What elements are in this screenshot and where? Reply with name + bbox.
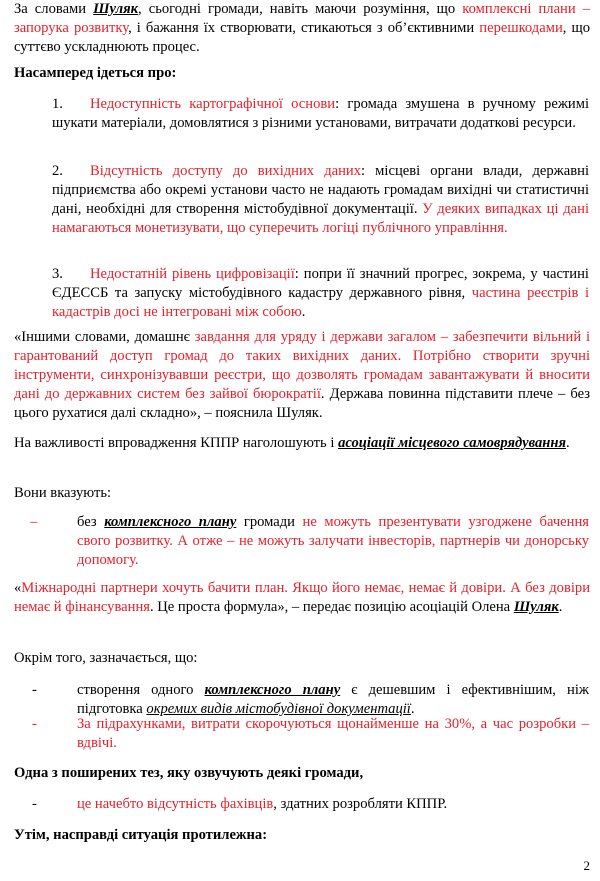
heading-first-of-all xyxy=(14,64,590,83)
complex-plan-term: комплексного плану xyxy=(104,514,237,530)
marker-text: – xyxy=(30,514,38,530)
bullet-marker xyxy=(32,681,37,700)
highlight-run: перешкодами xyxy=(479,20,563,36)
highlight-run: завдання для уряду і держави загалом – забезпечити вільний і гарантований доступ громад до таких вихідних даних. Потрібно створити зручні інструменти, синхронізувавши реєстри, що дозволять громадам завантажувати й вносити дані до державних систем без зайвої бюрократії xyxy=(14,329,590,402)
heading-text: Насамперед ідеться про: xyxy=(14,65,177,81)
bullet-marker xyxy=(32,715,37,734)
highlight-run: Відсутність доступу до вихідних даних xyxy=(90,163,362,179)
highlight-run: У деяких випадках ці дані намагаються монетизувати, що суперечить логіці публічного управління. xyxy=(52,201,589,236)
text-run: . xyxy=(566,435,570,451)
item-number: 2. xyxy=(52,163,63,179)
text-run: За словами xyxy=(14,1,94,17)
highlight-run: За підрахунками, витрати скорочуються щонайменше на 30%, а час розробки – вдвічі. xyxy=(77,716,589,751)
bullet-marker xyxy=(32,795,37,814)
associations-paragraph xyxy=(14,434,590,453)
text-run: Окрім того, зазначається, що: xyxy=(14,650,198,666)
thesis-bullet-item xyxy=(77,795,589,814)
text-run: . xyxy=(558,599,563,615)
text-run: Вони вказують: xyxy=(14,485,112,501)
text-run: : громада змушена в ручному режимі шукати матеріали, домовлятися з різними установами, витрачати додаткові ресурси. xyxy=(52,96,589,131)
highlight-run: це начебто відсутність фахівців xyxy=(77,796,274,812)
bullet-item-2 xyxy=(77,715,589,753)
text-run: : попри її значний прогрес, зокрема, у частині ЄДЕССБ та запуску містобудівного кадастру державного рівня, xyxy=(52,266,589,301)
quote-paragraph-2 xyxy=(14,579,590,617)
bullet-item-1 xyxy=(77,681,589,719)
page-number: 2 xyxy=(583,858,590,873)
dash-list-item xyxy=(77,513,589,570)
item-number: 3. xyxy=(52,266,63,282)
text-run: , здатних розробляти КППР. xyxy=(273,796,448,812)
text-run: . Це проста формула», – передає позицію асоціацій Олена xyxy=(149,599,514,615)
person-name: Шуляк xyxy=(93,1,139,17)
heading-opposite xyxy=(14,826,590,845)
highlight-run: Міжнародні партнери хочуть бачити план. Якщо його немає, немає й довіри. А без довіри немає й фінансування xyxy=(14,580,590,615)
text-run: : місцеві органи влади, державні підприємства або окремі установи часто не надають громадам вихідні чи статистичні дані, необхідні для створення містобудівної документації. xyxy=(52,163,590,217)
marker-text: - xyxy=(32,682,37,698)
obstacle-item-2 xyxy=(52,162,589,238)
they-say-line xyxy=(14,484,590,503)
text-run: . xyxy=(301,304,306,320)
marker-text: - xyxy=(32,796,37,812)
text-run: створення одного xyxy=(77,682,205,698)
heading-text: Одна з поширених тез, яку озвучують деякі громади, xyxy=(14,765,364,781)
obstacle-item-1 xyxy=(52,95,589,133)
text-run: , сьогодні громади, навіть маючи розуміння, що xyxy=(138,1,463,17)
text-run: «Іншими словами, домашнє xyxy=(14,329,195,345)
highlight-run: частина реєстрів і кадастрів досі не інтегровані між собою xyxy=(52,285,589,320)
text-run: є дешевшим і ефективнішим, ніж підготовка xyxy=(77,682,589,717)
document-types-term: окремих видів містобудівної документації xyxy=(146,701,411,717)
associations-term: асоціації місцевого самоврядування xyxy=(338,435,567,451)
text-run: . xyxy=(410,701,415,717)
text-run: , і бажання їх створювати, стикаються з об’єктивними xyxy=(128,20,480,36)
quote-paragraph-1 xyxy=(14,328,590,423)
obstacle-item-3 xyxy=(52,265,589,322)
highlight-run: Недоступність картографічної основи xyxy=(90,96,336,112)
heading-common-thesis xyxy=(14,764,590,783)
text-run: громади xyxy=(236,514,303,530)
text-run: . Держава повинна підставити плече – без цього рухатися далі складно», – пояснила Шуляк. xyxy=(14,386,591,421)
heading-text: Утім, насправді ситуація протилежна: xyxy=(14,827,268,843)
highlight-run: Недостатній рівень цифровізації xyxy=(90,266,295,282)
text-run: , що суттєво ускладнюють процес. xyxy=(14,20,590,55)
intro-paragraph xyxy=(14,0,590,57)
marker-text: - xyxy=(32,716,37,732)
dash-marker xyxy=(30,513,37,532)
person-name: Шуляк xyxy=(513,599,559,615)
text-run: « xyxy=(14,580,22,596)
highlight-run: не можуть презентувати узгоджене бачення свого розвитку. А отже – не можуть залучати інвесторів, партнерів чи донорську допомогу. xyxy=(77,514,589,568)
complex-plan-term: комплексного плану xyxy=(204,682,341,698)
text-run: без xyxy=(77,514,105,530)
item-number: 1. xyxy=(52,96,63,112)
highlight-run: комплексні плани – запорука розвитку xyxy=(14,1,590,36)
text-run: На важливості впровадження КППР наголошують і xyxy=(14,435,339,451)
also-noted-line xyxy=(14,649,590,668)
